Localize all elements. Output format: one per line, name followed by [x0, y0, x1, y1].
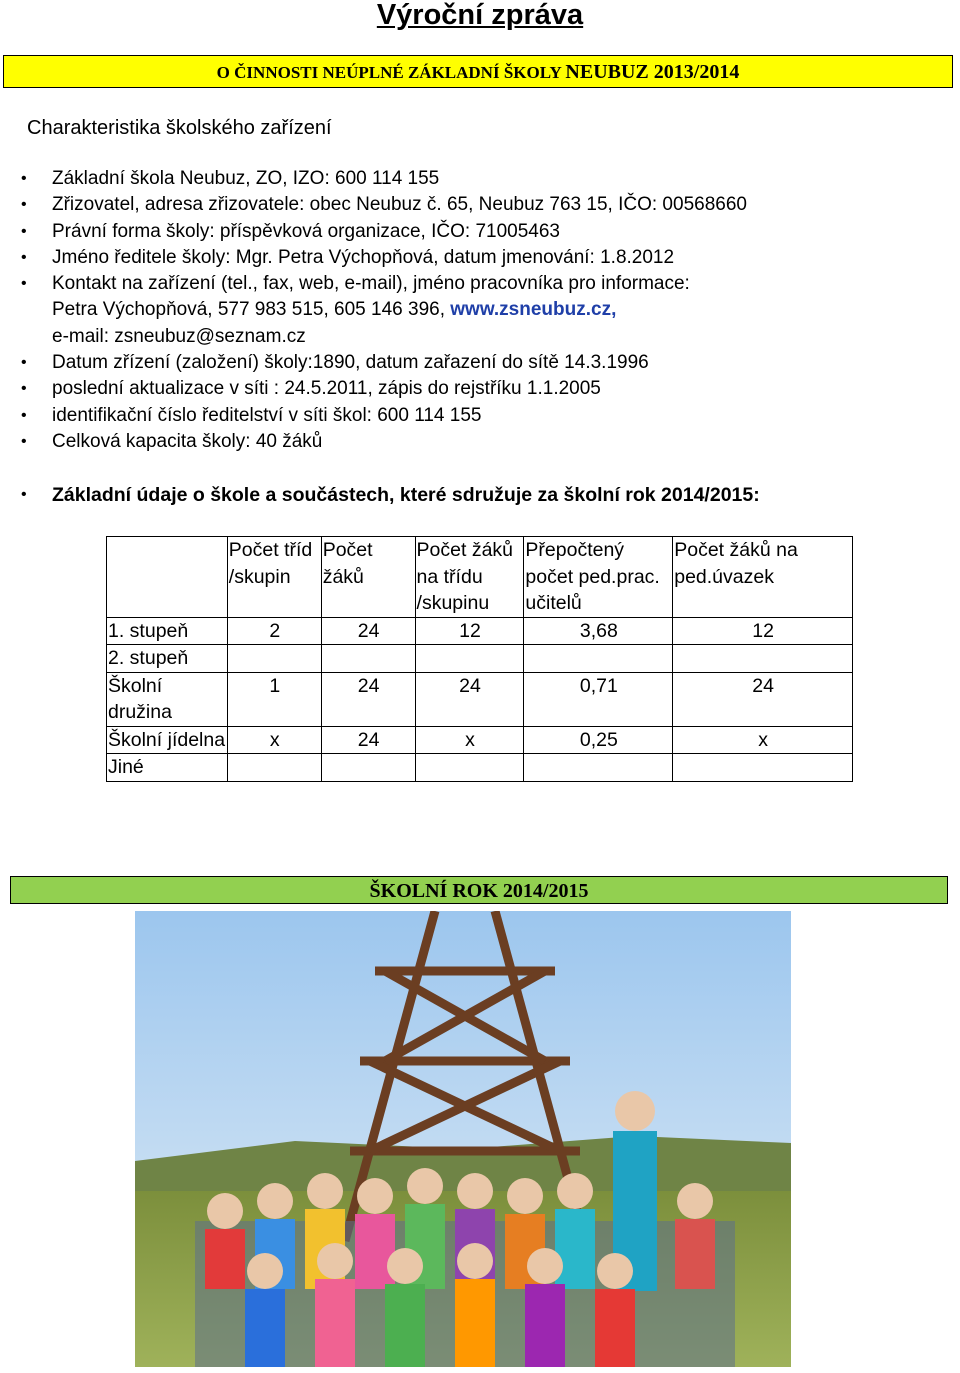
table-row: [107, 672, 853, 726]
school-data-table: [106, 536, 853, 782]
table-header-cell: Počet tříd /skupin: [227, 537, 321, 618]
bullet-icon: •: [21, 432, 27, 450]
bullet-icon: •: [21, 354, 27, 372]
table-header-cell: Počet žáků na ped.úvazek: [673, 537, 853, 618]
table-header-cell: Počet žáků: [321, 537, 415, 618]
table-cell: 24: [321, 617, 415, 645]
facts-list: [0, 166, 960, 455]
section-heading: Charakteristika školského zařízení: [27, 117, 332, 139]
table-cell: [227, 645, 321, 673]
table-row: [107, 645, 853, 673]
bullet-icon: •: [21, 380, 27, 398]
banner-school: NEUBUZ 2013/2014: [565, 61, 740, 83]
table-header-cell: Počet žáků na třídu /skupinu: [415, 537, 524, 618]
fact-text: Celková kapacita školy: 40 žáků: [52, 430, 323, 452]
table-row: [107, 617, 853, 645]
row-label: 1. stupeň: [107, 617, 228, 645]
table-row: [107, 726, 853, 754]
table-cell: 0,25: [524, 726, 673, 754]
table-cell: 1: [227, 672, 321, 726]
row-label: 2. stupeň: [107, 645, 228, 673]
bullet-icon: •: [21, 248, 27, 266]
bullet-icon: •: [21, 275, 27, 293]
fact-item: [0, 376, 960, 402]
fact-text: Základní škola Neubuz, ZO, IZO: 600 114 155: [52, 168, 440, 189]
table-cell: 12: [673, 617, 853, 645]
table-header-cell: [107, 537, 228, 618]
table-cell: [415, 645, 524, 673]
school-year-banner: ŠKOLNÍ ROK 2014/2015: [10, 876, 948, 904]
fact-item: [0, 166, 960, 192]
basic-data-heading: Základní údaje o škole a součástech, které sdružuje za školní rok 2014/2015:: [52, 484, 760, 506]
bullet-icon: •: [21, 406, 27, 424]
fact-text: Datum zřízení (založení) školy:1890, datum zařazení do sítě 14.3.1996: [52, 352, 649, 374]
table-cell: 24: [321, 726, 415, 754]
link-comma: ,: [611, 299, 617, 321]
table-cell: [321, 645, 415, 673]
table-cell: [524, 645, 673, 673]
bullet-icon: •: [21, 486, 27, 503]
table-cell: 24: [321, 672, 415, 726]
banner-prefix: O ČINNOSTI NEÚPLNÉ ZÁKLADNÍ ŠKOLY: [216, 63, 562, 82]
fact-text: poslední aktualizace v síti : 24.5.2011, zápis do rejstříku 1.1.2005: [52, 378, 601, 400]
fact-item: [0, 403, 960, 429]
table-cell: [673, 645, 853, 673]
table-header-cell: Přepočtený počet ped.prac. učitelů: [524, 537, 673, 618]
website-link[interactable]: www.zsneubuz.cz: [450, 299, 612, 321]
table-cell: 24: [673, 672, 853, 726]
fact-text: Zřizovatel, adresa zřizovatele: obec Neubuz č. 65, Neubuz 763 15, IČO: 00568660: [52, 194, 747, 216]
bullet-icon: •: [21, 170, 27, 187]
fact-text: Právní forma školy: příspěvková organizace, IČO: 71005463: [52, 220, 560, 242]
fact-text: Jméno ředitele školy: Mgr. Petra Výchopňová, datum jmenování: 1.8.2012: [52, 246, 675, 268]
table-cell: 12: [415, 617, 524, 645]
table-cell: [524, 754, 673, 782]
table-cell: 0,71: [524, 672, 673, 726]
table-cell: x: [227, 726, 321, 754]
table-row: [107, 754, 853, 782]
table-cell: x: [415, 726, 524, 754]
table-cell: x: [673, 726, 853, 754]
bullet-icon: •: [21, 196, 27, 214]
group-photo-illustration: [135, 911, 791, 1367]
table-cell: [227, 754, 321, 782]
table-header-row: [107, 537, 853, 618]
table-cell: [321, 754, 415, 782]
fact-item: [0, 192, 960, 218]
fact-item: [0, 350, 960, 376]
bullet-icon: •: [21, 222, 27, 240]
fact-item: [0, 429, 960, 455]
contact-line: [0, 297, 960, 323]
table-cell: 3,68: [524, 617, 673, 645]
fact-item: [0, 271, 960, 297]
fact-item: [0, 245, 960, 271]
table-cell: [415, 754, 524, 782]
row-label: Školní družina: [107, 672, 228, 726]
fact-item: [0, 219, 960, 245]
contact-email: e-mail: zsneubuz@seznam.cz: [52, 325, 306, 347]
table-cell: [673, 754, 853, 782]
contact-email-line: [0, 324, 960, 350]
row-label: Školní jídelna: [107, 726, 228, 754]
table-cell: 2: [227, 617, 321, 645]
contact-text: Petra Výchopňová, 577 983 515, 605 146 396,: [52, 299, 445, 321]
group-photo: [135, 911, 791, 1367]
fact-text: Kontakt na zařízení (tel., fax, web, e-mail), jméno pracovníka pro informace:: [52, 273, 690, 295]
report-subtitle-banner: [3, 55, 953, 88]
fact-text: identifikační číslo ředitelství v síti škol: 600 114 155: [52, 404, 482, 426]
row-label: Jiné: [107, 754, 228, 782]
table-cell: 24: [415, 672, 524, 726]
page-title: Výroční zpráva: [376, 0, 584, 31]
